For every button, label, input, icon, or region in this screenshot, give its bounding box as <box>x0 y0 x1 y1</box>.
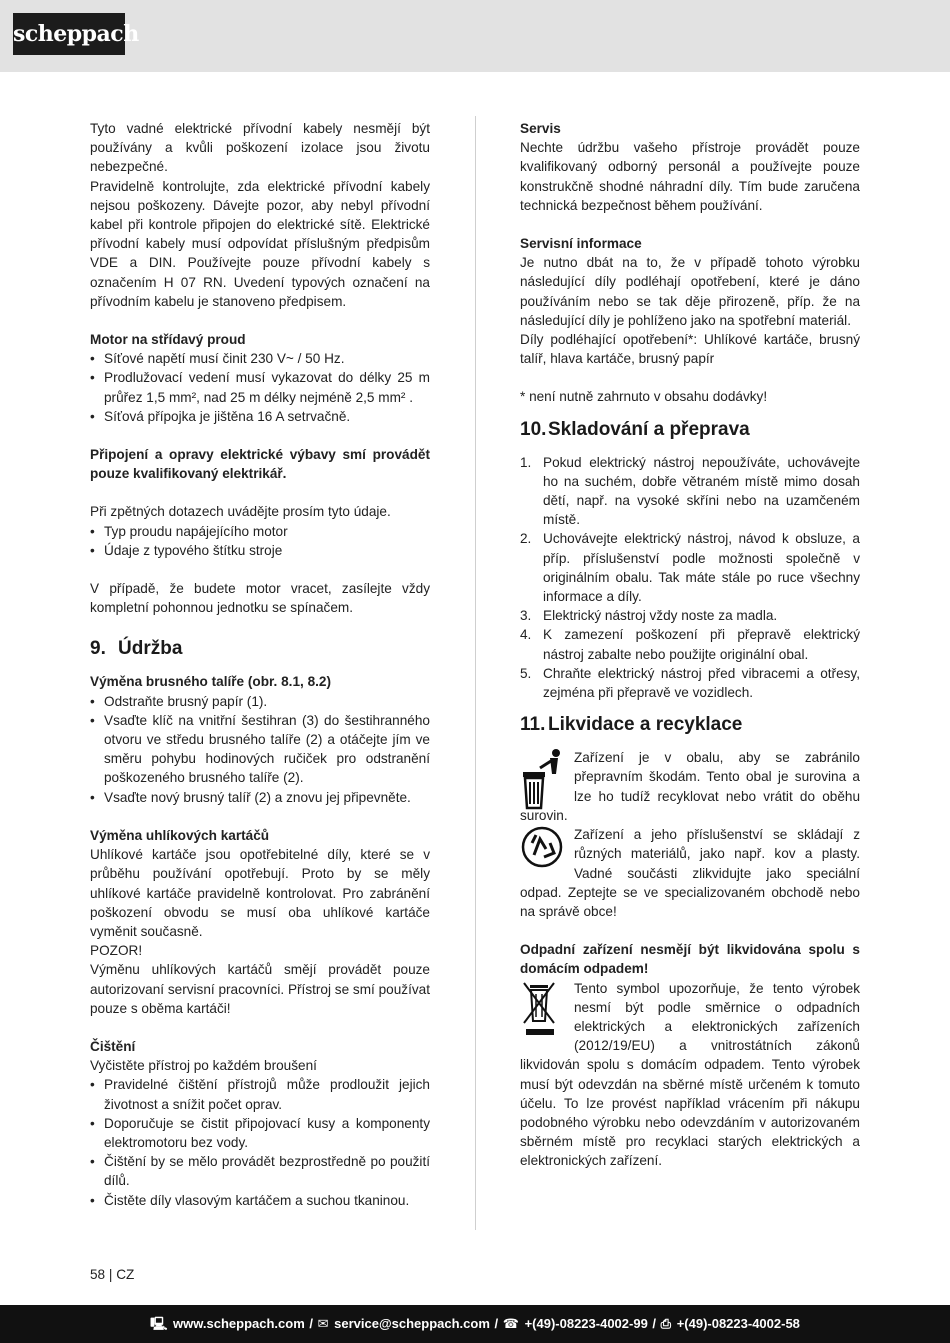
email-link[interactable]: service@scheppach.com <box>334 1316 490 1331</box>
cleaning-intro: Vyčistěte přístroj po každém broušení <box>90 1058 317 1074</box>
storage-list <box>520 453 860 703</box>
list-item: • Čistěte díly vlasovým kartáčem a suchou tkaninou. <box>90 1191 430 1210</box>
list-item: • Síťové napětí musí činit 230 V~ / 50 Hz. <box>90 349 430 368</box>
page-number: 58 | CZ <box>90 1267 135 1282</box>
page-header <box>0 0 950 72</box>
phone-number: +(49)-08223-4002-99 <box>524 1316 648 1331</box>
queries-list <box>90 522 430 560</box>
cable-check-paragraph: Pravidelně kontrolujte, zda elektrické přívodní kabely nejsou poškozeny. Dávejte pozor, aby nebyl přívodní kabel při kontrole připojen do elektrické sítě. Elektrické přívodní kabely musí odpovídat příslušným předpisům VDE a DIN. Používejte pouze přívodní kabely s označením H 07 RN. Uvedení typových označení na přívodním kabelu je stanoveno předpisem. <box>90 178 430 309</box>
plate-list <box>90 692 430 807</box>
phone-icon: ☎ <box>502 1316 519 1331</box>
brushes-heading: Výměna uhlíkových kartáčů <box>90 827 270 843</box>
list-item: • Pravidelné čištění přístrojů může prodloužit jejich životnost a snížit počet oprav. <box>90 1075 430 1113</box>
trash-bin-icon <box>520 748 568 804</box>
service-paragraph: Nechte údržbu vašeho přístroje provádět pouze kvalifikovaný odborný personál a používejte pouze konstrukčně shodné náhradní díly. Tím bude zaručena technická bezpečnost během používání. <box>520 140 860 213</box>
service-heading: Servis <box>520 121 561 136</box>
recycling-icon <box>520 825 568 881</box>
section-11-heading: 11. Likvidace a recyklace <box>520 714 743 736</box>
motor-heading: Motor na střídavý proud <box>90 332 246 348</box>
list-item: 3. Elektrický nástroj vždy noste za madla. <box>520 608 778 624</box>
weee-block <box>520 979 860 1171</box>
list-item: • Typ proudu napájejícího motor <box>90 522 430 541</box>
queries-intro: Při zpětných dotazech uvádějte prosím tyto údaje. <box>90 504 391 520</box>
list-item: • Prodlužovací vedení musí vykazovat do délky 25 m průřez 1,5 mm², nad 25 m délky nejméně 2,5 mm² . <box>90 368 430 406</box>
mail-icon: ✉ <box>317 1316 329 1331</box>
cleaning-heading: Čištění <box>90 1038 136 1054</box>
plate-heading: Výměna brusného talíře (obr. 8.1, 8.2) <box>90 674 331 690</box>
motor-list <box>90 349 430 426</box>
list-item: 2. Uchovávejte elektrický nástroj, návod k obsluze, a příp. příslušenství podle možnosti společně v originálním obalu. Tak máte stále po ruce všechny informace a díly. <box>520 531 860 605</box>
right-column <box>520 119 860 1171</box>
list-item: • Odstraňte brusný papír (1). <box>90 692 430 711</box>
brushes-paragraph: Uhlíkové kartáče jsou opotřebitelné díly, které se v průběhu používání opotřebují. Proto by se měly uhlíkové kartáče pravidelně kontrolovat. Pro zabránění poškození obvodu se musí oba uhlíkové kartáče vyměnit současně. <box>90 847 430 939</box>
list-item: • Údaje z typového štítku stroje <box>90 541 430 560</box>
brushes-warning: POZOR! <box>90 943 143 959</box>
cleaning-list <box>90 1075 430 1209</box>
crossed-bin-icon <box>520 979 568 1041</box>
left-column <box>90 119 430 1210</box>
list-item: • Čištění by se mělo provádět bezprostředně po použití dílů. <box>90 1152 430 1190</box>
service-info-paragraph: Je nutno dbát na to, že v případě tohoto výrobku následující díly podléhají opotřebení, které je dáno používáním nebo se tak děje přirozeně, příp. že na následující díly je pohlíženo jako na spotřební materiál. <box>520 255 860 328</box>
list-item: 4. K zamezení poškození při přepravě elektrický nástroj zabalte nebo použijte originální obal. <box>520 627 860 662</box>
packaging-block <box>520 748 860 825</box>
materials-paragraph: Zařízení a jeho příslušenství se skládají z různých materiálů, jako např. kov a plasty. Vadné součásti zlikvidujte jako speciální odpad. Zeptejte se ve specializovaném obchodě nebo na správě obce! <box>520 827 860 919</box>
footnote: * není nutně zahrnuto v obsahu dodávky! <box>520 389 768 405</box>
return-note: V případě, že budete motor vracet, zasílejte vždy kompletní pohonnou jednotku se spínačem. <box>90 581 430 616</box>
website-link[interactable]: www.scheppach.com <box>173 1316 305 1331</box>
fax-icon: ⎙ <box>660 1316 672 1331</box>
electrician-note: Připojení a opravy elektrické výbavy smí provádět pouze kvalifikovaný elektrikář. <box>90 447 430 482</box>
materials-block <box>520 825 860 921</box>
list-item: • Vsaďte klíč na vnitřní šestihran (3) do šestihranného otvoru ve středu brusného talíře (2) a otáčejte jím ve směru pohybu hodinových ručiček pro odstranění poškozeného brusného talíře (2). <box>90 711 430 788</box>
list-item: 1. Pokud elektrický nástroj nepoužíváte, uchovávejte ho na suchém, dobře větraném místě mimo dosah dětí, např. na vysoké skříni nebo na uzamčeném místě. <box>520 454 860 528</box>
list-item: 5. Chraňte elektrický nástroj před vibracemi a otřesy, zejména při přepravě ve vozidlech. <box>520 665 860 701</box>
list-item: • Vsaďte nový brusný talíř (2) a znovu jej připevněte. <box>90 788 430 807</box>
section-10-heading: 10.Skladování a přeprava <box>520 418 750 440</box>
brushes-service-paragraph: Výměnu uhlíkových kartáčů smějí provádět pouze autorizovaní servisní pracovníci. Přístroj se smí používat pouze s oběma kartáči! <box>90 962 430 1016</box>
contact-footer: 🖳 www.scheppach.com / ✉ service@scheppach.com / ☎ +(49)-08223-4002-99 / ⎙ +(49)-08223-4002-58 <box>0 1305 950 1343</box>
cable-warning-paragraph: Tyto vadné elektrické přívodní kabely nesmějí být používány a kvůli poškození izolace jsou životu nebezpečné. <box>90 121 430 175</box>
brand-logo: scheppach <box>13 13 125 55</box>
list-item: • Doporučuje se čistit připojovací kusy a komponenty elektromotoru bez vody. <box>90 1114 430 1152</box>
packaging-paragraph: Zařízení je v obalu, aby se zabránilo přepravním škodám. Tento obal je surovina a lze ho tudíž recyklovat nebo vrátit do oběhu surovin. <box>520 750 860 823</box>
section-9-heading: 9. Údržba <box>90 638 183 660</box>
weee-paragraph: Tento symbol upozorňuje, že tento výrobek nesmí být podle směrnice o odpadních elektrických a elektronických zařízeních (2012/19/EU) a vnitrostátních zákonů likvidován spolu s domácím odpadem. Tento výrobek musí být odevzdán na sběrné místě určeném k tomuto účelu. To lze provést například vrácením při nákupu podobného výrobku nebo odevzdáním v autorizovaném sběrném místě pro recyklaci starých elektrických a elektronických zařízení. <box>520 980 860 1169</box>
weee-heading: Odpadní zařízení nesmějí být likvidována spolu s domácím odpadem! <box>520 942 860 977</box>
fax-number: +(49)-08223-4002-58 <box>676 1316 800 1331</box>
computer-icon: 🖳 <box>150 1316 168 1331</box>
column-divider <box>475 116 476 1230</box>
wear-parts-paragraph: Díly podléhající opotřebení*: Uhlíkové kartáče, brusný talíř, hlava kartáče, brusný papír <box>520 332 860 367</box>
service-info-heading: Servisní informace <box>520 236 642 252</box>
list-item: • Síťová přípojka je jištěna 16 A setrvačně. <box>90 407 430 426</box>
